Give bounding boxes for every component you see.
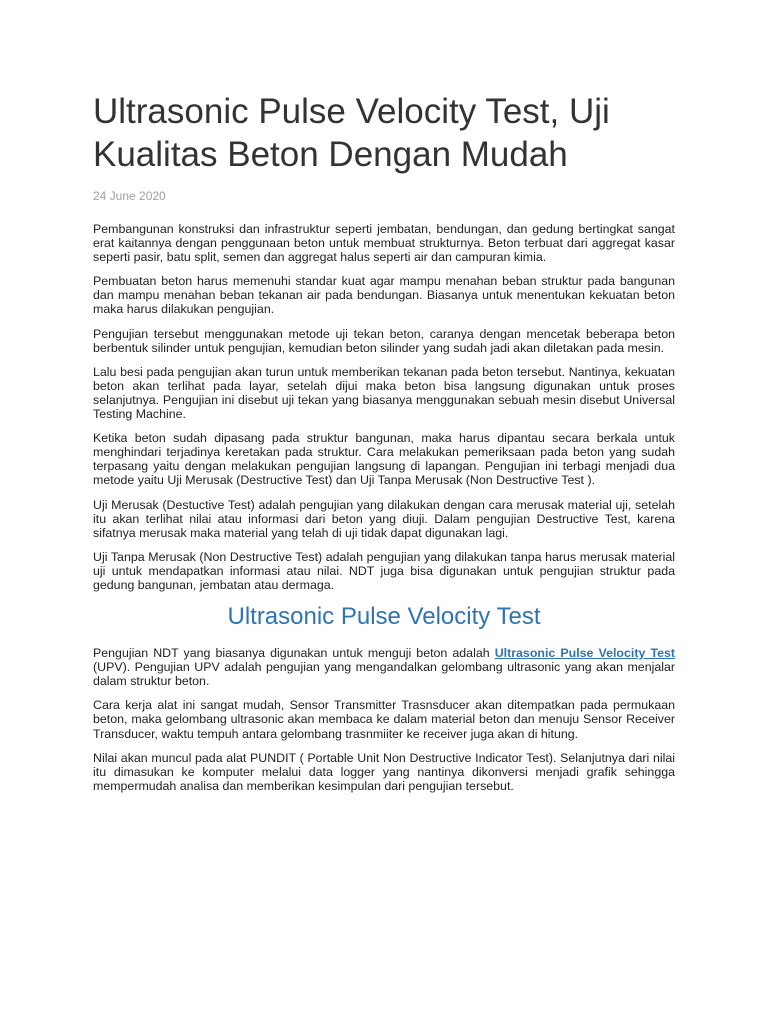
section-heading: Ultrasonic Pulse Velocity Test — [227, 603, 541, 631]
paragraph: Cara kerja alat ini sangat mudah, Sensor Transmitter Trasnsducer akan ditempatkan pada permukaan beton, maka gelombang ultrasonic akan membaca ke dalam material beton dan menuju Sensor Receiver Transducer, waktu tempuh antara gelombang trasnmiiter ke receiver juga akan di hitung. — [93, 698, 675, 741]
article-date: 24 June 2020 — [93, 189, 166, 203]
paragraph: Uji Merusak (Destuctive Test) adalah pengujian yang dilakukan dengan cara merusak material uji, setelah itu akan terlihat nilai atau informasi dari beton yang diuji. Dalam pengujian Destructive Test, karena sifatnya merusak maka material yang telah di uji tidak dapat digunakan lagi. — [93, 497, 675, 540]
paragraph: Pengujian tersebut menggunakan metode uji tekan beton, caranya dengan mencetak beberapa beton berbentuk silinder untuk pengujian, kemudian beton silinder yang sudah jadi akan diletakan pada mesin. — [93, 326, 675, 355]
upv-intro-text-after: (UPV). Pengujian UPV adalah pengujian yang mengandalkan gelombang ultrasonic yang akan menjalar dalam struktur beton. — [93, 660, 675, 689]
upv-intro-paragraph — [93, 646, 675, 688]
paragraph: Pembuatan beton harus memenuhi standar kuat agar mampu menahan beban struktur pada bangunan dan mampu menahan beban tekanan air pada bendungan. Biasanya untuk menentukan kekuatan beton maka harus dilakukan pengujian. — [93, 274, 675, 317]
paragraph: Ketika beton sudah dipasang pada struktur bangunan, maka harus dipantau secara berkala untuk menghindari terjadinya keretakan pada struktur. Cara melakukan pemeriksaan pada beton yang sudah terpasang yaitu dengan melakukan pengujian langsung di lapangan. Pengujian ini terbagi menjadi dua metode yaitu Uji Merusak (Destructive Test) dan Uji Tanpa Merusak (Non Destructive Test ). — [93, 431, 675, 488]
article-body — [93, 222, 675, 793]
article-title: Ultrasonic Pulse Velocity Test, Uji Kualitas Beton Dengan Mudah — [93, 92, 610, 174]
article — [93, 90, 675, 803]
upv-link[interactable]: Ultrasonic Pulse Velocity Test — [494, 646, 675, 661]
paragraph: Pembangunan konstruksi dan infrastruktur seperti jembatan, bendungan, dan gedung bertingkat sangat erat kaitannya dengan penggunaan beton untuk membuat strukturnya. Beton terbuat dari aggregat kasar seperti pasir, batu split, semen dan aggregat halus seperti air dan campuran kimia. — [93, 222, 675, 265]
paragraph: Lalu besi pada pengujian akan turun untuk memberikan tekanan pada beton tersebut. Nantinya, kekuatan beton akan terlihat pada layar, setelah dijui maka beton bisa langsung digunakan untuk proses selanjutnya. Pengujian ini disebut uji tekan yang biasanya menggunakan sebuah mesin disebut Universal Testing Machine. — [93, 364, 675, 422]
paragraph: Uji Tanpa Merusak (Non Destructive Test) adalah pengujian yang dilakukan tanpa harus merusak material uji untuk mendapatkan informasi atau nilai. NDT juga bisa digunakan untuk pengujian struktur pada gedung bangunan, jembatan atau dermaga. — [93, 549, 675, 592]
upv-intro-text: Pengujian NDT yang biasanya digunakan untuk menguji beton adalah — [93, 646, 495, 661]
paragraph: Nilai akan muncul pada alat PUNDIT ( Portable Unit Non Destructive Indicator Test). Selanjutnya dari nilai itu dimasukan ke komputer melalui data logger yang nantinya dikonversi menjadi grafik sehingga mempermudah analisa dan memberikan kesimpulan dari pengujian tersebut. — [93, 750, 675, 793]
